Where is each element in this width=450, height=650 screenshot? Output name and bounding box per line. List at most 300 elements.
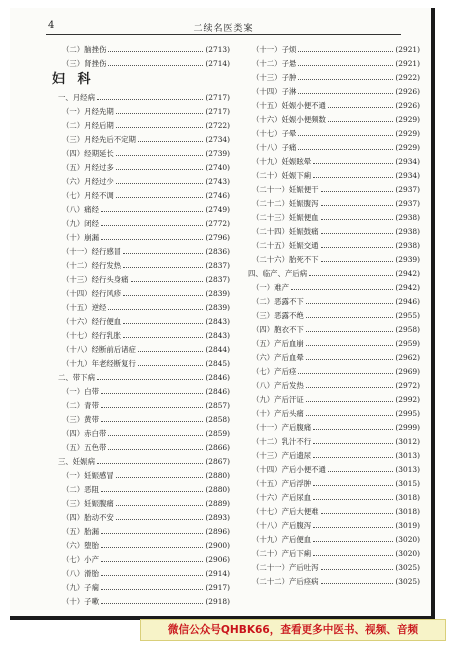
dot-leader bbox=[123, 328, 203, 338]
entry-page-number: (3025) bbox=[395, 577, 420, 586]
toc-entry bbox=[248, 448, 420, 462]
toc-entry bbox=[248, 210, 420, 224]
entry-page-number: (2837) bbox=[205, 261, 230, 270]
entry-title: （二十四）妊娠鼓痛 bbox=[252, 227, 319, 236]
dot-leader bbox=[116, 188, 204, 198]
toc-entry bbox=[58, 426, 230, 440]
entry-page-number: (2713) bbox=[205, 45, 230, 54]
entry-page-number: (2880) bbox=[205, 471, 230, 480]
dot-leader bbox=[97, 454, 203, 464]
dot-leader bbox=[101, 230, 203, 240]
toc-entry bbox=[248, 574, 420, 588]
entry-page-number: (2942) bbox=[395, 283, 420, 292]
dot-leader bbox=[116, 496, 204, 506]
dot-leader bbox=[108, 426, 203, 436]
dot-leader bbox=[138, 342, 204, 352]
dot-leader bbox=[306, 322, 394, 332]
entry-title: （九）闭经 bbox=[62, 219, 99, 228]
entry-page-number: (2843) bbox=[205, 317, 230, 326]
dot-leader bbox=[298, 126, 393, 136]
entry-page-number: (2772) bbox=[205, 219, 230, 228]
entry-title: （一）白带 bbox=[62, 387, 99, 396]
entry-title: （九）产后汗证 bbox=[252, 395, 304, 404]
entry-title: （十五）妊娠小便不通 bbox=[252, 101, 326, 110]
toc-section-entry bbox=[58, 90, 230, 104]
dot-leader bbox=[328, 112, 394, 122]
toc-entry bbox=[58, 160, 230, 174]
entry-page-number: (2722) bbox=[205, 121, 230, 130]
toc-entry bbox=[248, 252, 420, 266]
entry-title: （四）胎动不安 bbox=[62, 513, 114, 522]
entry-title: （十六）产后尿血 bbox=[252, 493, 312, 502]
entry-page-number: (3013) bbox=[395, 465, 420, 474]
entry-title: 四、临产、产后病 bbox=[248, 269, 308, 278]
entry-title: （九）子痫 bbox=[62, 583, 99, 592]
entry-page-number: (2846) bbox=[205, 387, 230, 396]
toc-entry bbox=[248, 238, 420, 252]
toc-entry bbox=[248, 112, 420, 126]
toc-entry bbox=[248, 504, 420, 518]
entry-page-number: (2946) bbox=[395, 297, 420, 306]
entry-page-number: (2893) bbox=[205, 513, 230, 522]
dot-leader bbox=[101, 384, 203, 394]
toc-entry bbox=[58, 174, 230, 188]
entry-page-number: (2857) bbox=[205, 401, 230, 410]
entry-page-number: (2846) bbox=[205, 373, 230, 382]
toc-entry bbox=[58, 244, 230, 258]
category-heading: 妇 科 bbox=[52, 72, 95, 87]
dot-leader bbox=[321, 574, 394, 584]
entry-page-number: (2867) bbox=[205, 457, 230, 466]
toc-entry bbox=[248, 140, 420, 154]
entry-title: 一、月经病 bbox=[58, 93, 95, 102]
dot-leader bbox=[101, 398, 203, 408]
entry-title: （三）妊娠腹痛 bbox=[62, 499, 114, 508]
entry-page-number: (3025) bbox=[395, 563, 420, 572]
toc-entry bbox=[248, 532, 420, 546]
entry-title: （十一）经行感冒 bbox=[62, 247, 122, 256]
entry-page-number: (2739) bbox=[205, 149, 230, 158]
entry-title: （十四）产后小便不通 bbox=[252, 465, 326, 474]
entry-page-number: (2937) bbox=[395, 199, 420, 208]
entry-title: （十三）子肿 bbox=[252, 73, 297, 82]
dot-leader bbox=[101, 594, 203, 604]
dot-leader bbox=[131, 272, 204, 282]
entry-page-number: (2937) bbox=[395, 185, 420, 194]
dot-leader bbox=[313, 532, 393, 542]
toc-entry bbox=[58, 202, 230, 216]
entry-title: （十七）产后大便难 bbox=[252, 507, 319, 516]
toc-entry bbox=[248, 392, 420, 406]
entry-title: （一）难产 bbox=[252, 283, 289, 292]
dot-leader bbox=[313, 490, 393, 500]
entry-title: （六）月经过少 bbox=[62, 177, 114, 186]
entry-page-number: (2938) bbox=[395, 213, 420, 222]
dot-leader bbox=[116, 468, 204, 478]
toc-entry bbox=[248, 434, 420, 448]
entry-page-number: (3012) bbox=[395, 437, 420, 446]
entry-title: （十八）产后腹泻 bbox=[252, 521, 312, 530]
watermark-banner: 微信公众号QHBK66，查看更多中医书、视频、音频 bbox=[140, 619, 446, 641]
dot-leader bbox=[97, 90, 203, 100]
dot-leader bbox=[291, 280, 393, 290]
entry-title: （六）产后血晕 bbox=[252, 353, 304, 362]
entry-page-number: (3018) bbox=[395, 507, 420, 516]
dot-leader bbox=[116, 174, 204, 184]
entry-page-number: (3020) bbox=[395, 549, 420, 558]
entry-page-number: (2844) bbox=[205, 345, 230, 354]
toc-entry bbox=[58, 468, 230, 482]
toc-entry bbox=[248, 378, 420, 392]
entry-title: （十三）产后遗尿 bbox=[252, 451, 312, 460]
entry-title: （六）堕胎 bbox=[62, 541, 99, 550]
dot-leader bbox=[101, 580, 203, 590]
dot-leader bbox=[306, 378, 394, 388]
toc-entry bbox=[58, 300, 230, 314]
dot-leader bbox=[313, 546, 393, 556]
entry-title: （一）妊娠感冒 bbox=[62, 471, 114, 480]
toc-entry bbox=[58, 398, 230, 412]
entry-page-number: (2717) bbox=[205, 93, 230, 102]
dot-leader bbox=[123, 314, 203, 324]
toc-entry bbox=[58, 342, 230, 356]
toc-right-column bbox=[248, 42, 420, 588]
toc-entry bbox=[58, 356, 230, 370]
entry-title: （二十）妊娠下痢 bbox=[252, 171, 312, 180]
entry-title: （五）产后血崩 bbox=[252, 339, 304, 348]
toc-entry bbox=[58, 552, 230, 566]
dot-leader bbox=[328, 98, 394, 108]
dot-leader bbox=[108, 42, 203, 52]
dot-leader bbox=[298, 140, 393, 150]
dot-leader bbox=[321, 224, 394, 234]
toc-entry bbox=[248, 98, 420, 112]
entry-page-number: (2926) bbox=[395, 101, 420, 110]
entry-title: （二）青带 bbox=[62, 401, 99, 410]
toc-entry bbox=[58, 272, 230, 286]
toc-entry bbox=[248, 518, 420, 532]
dot-leader bbox=[298, 84, 393, 94]
dot-leader bbox=[108, 440, 203, 450]
entry-title: （十七）经行乳胀 bbox=[62, 331, 122, 340]
toc-entry bbox=[58, 580, 230, 594]
toc-section-entry bbox=[248, 266, 420, 280]
entry-page-number: (2999) bbox=[395, 423, 420, 432]
entry-page-number: (2906) bbox=[205, 555, 230, 564]
entry-title: （二十五）妊娠交通 bbox=[252, 241, 319, 250]
toc-entry bbox=[58, 482, 230, 496]
dot-leader bbox=[101, 202, 203, 212]
dot-leader bbox=[298, 70, 393, 80]
dot-leader bbox=[306, 350, 394, 360]
toc-entry bbox=[58, 118, 230, 132]
dot-leader bbox=[298, 42, 393, 52]
dot-leader bbox=[321, 196, 394, 206]
entry-title: （十四）子淋 bbox=[252, 87, 297, 96]
toc-entry bbox=[58, 496, 230, 510]
entry-page-number: (2958) bbox=[395, 325, 420, 334]
toc-entry bbox=[248, 182, 420, 196]
entry-page-number: (2926) bbox=[395, 87, 420, 96]
toc-entry bbox=[58, 42, 230, 56]
entry-page-number: (2714) bbox=[205, 59, 230, 68]
toc-section-entry bbox=[58, 454, 230, 468]
entry-title: （二十二）妊娠腹泻 bbox=[252, 199, 319, 208]
dot-leader bbox=[123, 244, 203, 254]
toc-entry bbox=[248, 350, 420, 364]
entry-page-number: (2845) bbox=[205, 359, 230, 368]
entry-page-number: (3018) bbox=[395, 493, 420, 502]
toc-entry bbox=[248, 476, 420, 490]
entry-page-number: (2918) bbox=[205, 597, 230, 606]
toc-section-entry bbox=[58, 370, 230, 384]
dot-leader bbox=[306, 406, 394, 416]
toc-entry bbox=[248, 490, 420, 504]
dot-leader bbox=[306, 308, 394, 318]
dot-leader bbox=[321, 560, 394, 570]
entry-title: （八）产后发热 bbox=[252, 381, 304, 390]
entry-page-number: (2922) bbox=[395, 73, 420, 82]
entry-title: （二十一）妊娠便干 bbox=[252, 185, 319, 194]
dot-leader bbox=[313, 168, 393, 178]
dot-leader bbox=[321, 182, 394, 192]
entry-page-number: (2934) bbox=[395, 157, 420, 166]
entry-page-number: (2880) bbox=[205, 485, 230, 494]
entry-title: （十九）产后便血 bbox=[252, 535, 312, 544]
page-number: 4 bbox=[48, 20, 55, 31]
entry-title: （二）恶阻 bbox=[62, 485, 99, 494]
entry-page-number: (2929) bbox=[395, 129, 420, 138]
dot-leader bbox=[116, 118, 204, 128]
toc-entry bbox=[58, 440, 230, 454]
dot-leader bbox=[306, 336, 394, 346]
toc-entry bbox=[248, 42, 420, 56]
toc-entry bbox=[58, 132, 230, 146]
toc-entry bbox=[58, 56, 230, 70]
toc-entry bbox=[58, 314, 230, 328]
toc-entry bbox=[248, 546, 420, 560]
entry-title: （十七）子晕 bbox=[252, 129, 297, 138]
entry-title: 二、带下病 bbox=[58, 373, 95, 382]
entry-title: （七）小产 bbox=[62, 555, 99, 564]
toc-entry bbox=[248, 462, 420, 476]
entry-page-number: (3015) bbox=[395, 479, 420, 488]
toc-entry bbox=[58, 412, 230, 426]
entry-page-number: (2717) bbox=[205, 107, 230, 116]
toc-entry bbox=[248, 56, 420, 70]
entry-title: （十）崩漏 bbox=[62, 233, 99, 242]
dot-leader bbox=[101, 552, 203, 562]
book-page bbox=[10, 8, 435, 620]
toc-entry bbox=[248, 560, 420, 574]
entry-title: （四）胞衣不下 bbox=[252, 325, 304, 334]
entry-page-number: (2972) bbox=[395, 381, 420, 390]
entry-page-number: (2836) bbox=[205, 247, 230, 256]
toc-entry bbox=[248, 364, 420, 378]
entry-title: （十五）产后浮肿 bbox=[252, 479, 312, 488]
entry-page-number: (3013) bbox=[395, 451, 420, 460]
entry-title: （三）恶露不绝 bbox=[252, 311, 304, 320]
entry-title: （二）脑挫伤 bbox=[62, 45, 107, 54]
toc-entry bbox=[248, 294, 420, 308]
entry-page-number: (2969) bbox=[395, 367, 420, 376]
dot-leader bbox=[306, 392, 394, 402]
entry-title: （二）恶露不下 bbox=[252, 297, 304, 306]
entry-page-number: (2839) bbox=[205, 303, 230, 312]
entry-page-number: (2896) bbox=[205, 527, 230, 536]
toc-entry bbox=[248, 154, 420, 168]
dot-leader bbox=[101, 216, 203, 226]
entry-page-number: (2938) bbox=[395, 227, 420, 236]
entry-title: （十二）子悬 bbox=[252, 59, 297, 68]
toc-entry bbox=[248, 406, 420, 420]
entry-page-number: (2917) bbox=[205, 583, 230, 592]
entry-page-number: (2959) bbox=[395, 339, 420, 348]
entry-title: （十九）妊娠眩晕 bbox=[252, 157, 312, 166]
entry-page-number: (2889) bbox=[205, 499, 230, 508]
entry-title: （十八）子痛 bbox=[252, 143, 297, 152]
running-title: 二续名医类案 bbox=[193, 24, 254, 34]
toc-left-column bbox=[52, 42, 230, 608]
dot-leader bbox=[101, 538, 203, 548]
dot-leader bbox=[123, 258, 203, 268]
toc-entry bbox=[58, 566, 230, 580]
dot-leader bbox=[97, 370, 203, 380]
toc-entry bbox=[58, 328, 230, 342]
toc-entry bbox=[248, 280, 420, 294]
dot-leader bbox=[313, 154, 393, 164]
entry-title: （十三）经行头身痛 bbox=[62, 275, 129, 284]
entry-page-number: (2900) bbox=[205, 541, 230, 550]
entry-title: 三、妊娠病 bbox=[58, 457, 95, 466]
entry-title: （三）黄带 bbox=[62, 415, 99, 424]
dot-leader bbox=[116, 160, 204, 170]
entry-title: （三）肾挫伤 bbox=[62, 59, 107, 68]
entry-title: （十五）逆经 bbox=[62, 303, 107, 312]
dot-leader bbox=[321, 252, 394, 262]
entry-page-number: (2929) bbox=[395, 143, 420, 152]
entry-page-number: (2992) bbox=[395, 395, 420, 404]
entry-page-number: (2734) bbox=[205, 135, 230, 144]
entry-title: （一）月经先期 bbox=[62, 107, 114, 116]
entry-title: （五）胎漏 bbox=[62, 527, 99, 536]
entry-page-number: (2843) bbox=[205, 331, 230, 340]
dot-leader bbox=[298, 56, 393, 66]
dot-leader bbox=[313, 476, 393, 486]
entry-page-number: (2995) bbox=[395, 409, 420, 418]
entry-title: （十六）妊娠小便频数 bbox=[252, 115, 326, 124]
toc-entry bbox=[248, 322, 420, 336]
toc-entry bbox=[248, 308, 420, 322]
dot-leader bbox=[138, 132, 204, 142]
dot-leader bbox=[138, 356, 204, 366]
toc-entry bbox=[58, 384, 230, 398]
entry-page-number: (2939) bbox=[395, 255, 420, 264]
entry-page-number: (2962) bbox=[395, 353, 420, 362]
entry-page-number: (2858) bbox=[205, 415, 230, 424]
dot-leader bbox=[328, 462, 394, 472]
entry-title: （二十三）妊娠便血 bbox=[252, 213, 319, 222]
entry-page-number: (2921) bbox=[395, 45, 420, 54]
entry-page-number: (2938) bbox=[395, 241, 420, 250]
entry-title: （八）痛经 bbox=[62, 205, 99, 214]
entry-title: （十一）产后腹痛 bbox=[252, 423, 312, 432]
toc-entry bbox=[248, 84, 420, 98]
dot-leader bbox=[298, 364, 393, 374]
toc-entry bbox=[248, 126, 420, 140]
dot-leader bbox=[313, 434, 393, 444]
toc-entry bbox=[248, 168, 420, 182]
toc-entry bbox=[248, 196, 420, 210]
entry-title: （八）滑胎 bbox=[62, 569, 99, 578]
dot-leader bbox=[313, 448, 393, 458]
toc-entry bbox=[58, 188, 230, 202]
dot-leader bbox=[108, 56, 203, 66]
toc-entry bbox=[58, 216, 230, 230]
dot-leader bbox=[116, 510, 204, 520]
toc-entry bbox=[58, 258, 230, 272]
toc-entry bbox=[58, 594, 230, 608]
entry-page-number: (2921) bbox=[395, 59, 420, 68]
entry-title: （四）赤白带 bbox=[62, 429, 107, 438]
entry-title: （二十六）胎死不下 bbox=[252, 255, 319, 264]
entry-title: （二）月经后期 bbox=[62, 121, 114, 130]
entry-title: （五）五色带 bbox=[62, 443, 107, 452]
entry-title: （十一）子烦 bbox=[252, 45, 297, 54]
entry-page-number: (2743) bbox=[205, 177, 230, 186]
dot-leader bbox=[108, 300, 203, 310]
toc-entry bbox=[58, 510, 230, 524]
entry-page-number: (2929) bbox=[395, 115, 420, 124]
toc-entry bbox=[248, 224, 420, 238]
toc-entry bbox=[58, 104, 230, 118]
dot-leader bbox=[101, 566, 203, 576]
dot-leader bbox=[321, 210, 394, 220]
entry-title: （十）子嗽 bbox=[62, 597, 99, 606]
dot-leader bbox=[313, 420, 393, 430]
dot-leader bbox=[309, 266, 393, 276]
entry-title: （十二）乳汁不行 bbox=[252, 437, 312, 446]
entry-title: （二十二）产后痉病 bbox=[252, 577, 319, 586]
dot-leader bbox=[101, 524, 203, 534]
entry-page-number: (2866) bbox=[205, 443, 230, 452]
entry-title: （七）月经不调 bbox=[62, 191, 114, 200]
dot-leader bbox=[306, 294, 394, 304]
entry-title: （十八）经断前后诸症 bbox=[62, 345, 136, 354]
toc-entry bbox=[248, 336, 420, 350]
toc-entry bbox=[248, 70, 420, 84]
dot-leader bbox=[123, 286, 203, 296]
toc-entry bbox=[58, 524, 230, 538]
entry-title: （十六）经行便血 bbox=[62, 317, 122, 326]
dot-leader bbox=[101, 482, 203, 492]
entry-title: （十九）年老经断复行 bbox=[62, 359, 136, 368]
toc-entry bbox=[58, 286, 230, 300]
dot-leader bbox=[116, 146, 204, 156]
entry-title: （五）月经过多 bbox=[62, 163, 114, 172]
entry-title: （三）月经先后不定期 bbox=[62, 135, 136, 144]
entry-page-number: (2839) bbox=[205, 289, 230, 298]
entry-title: （十二）经行发热 bbox=[62, 261, 122, 270]
toc-entry bbox=[58, 230, 230, 244]
dot-leader bbox=[321, 504, 394, 514]
dot-leader bbox=[321, 238, 394, 248]
entry-title: （二十）产后下痢 bbox=[252, 549, 312, 558]
entry-page-number: (2859) bbox=[205, 429, 230, 438]
toc-entry bbox=[58, 146, 230, 160]
entry-page-number: (2914) bbox=[205, 569, 230, 578]
entry-page-number: (2749) bbox=[205, 205, 230, 214]
